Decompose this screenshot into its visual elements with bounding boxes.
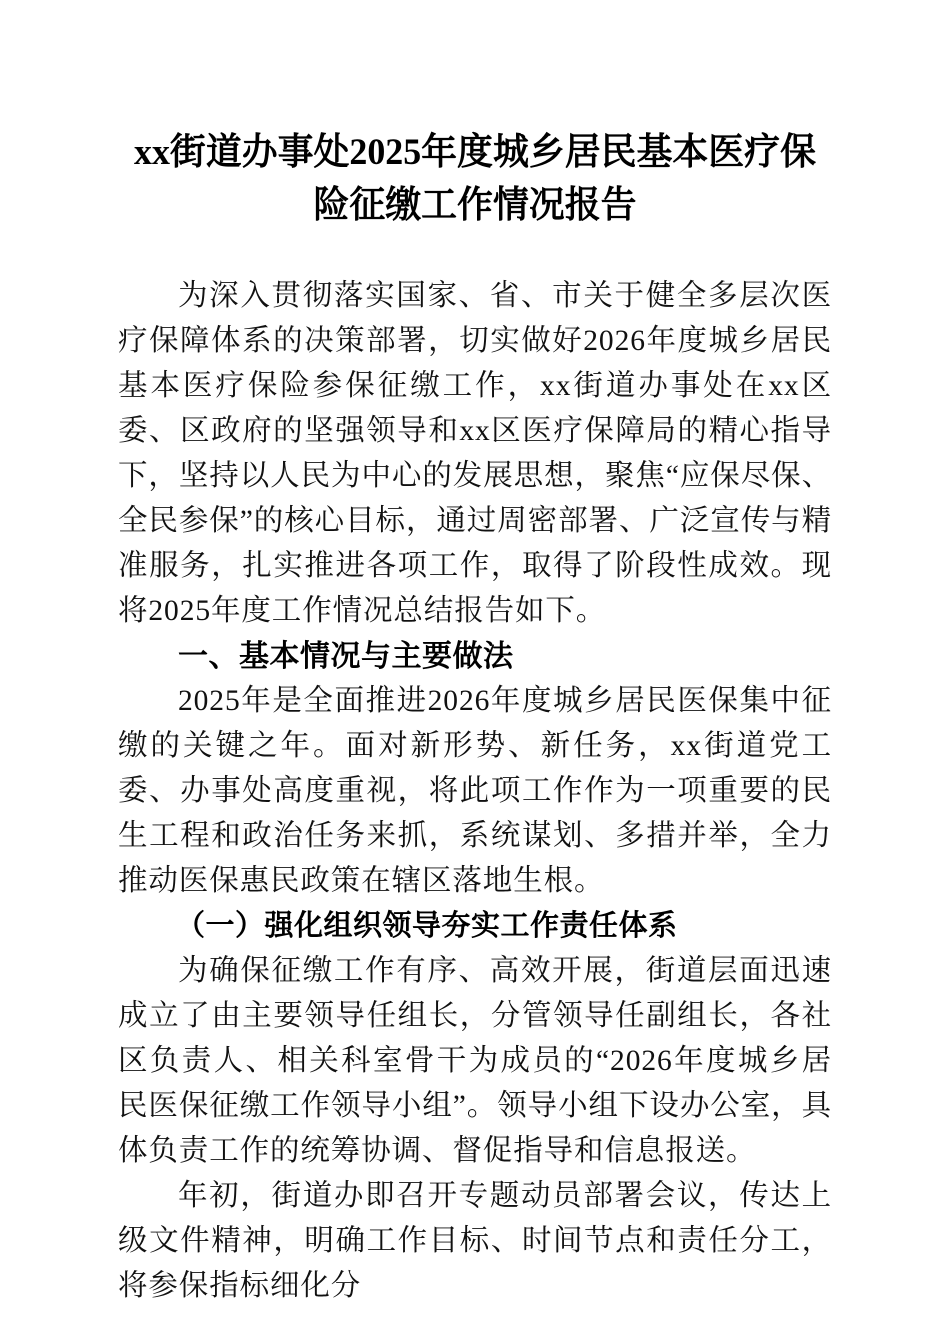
title-body-spacer [118,232,832,274]
paragraph-section1-overview: 2025年是全面推进2026年度城乡居民医保集中征缴的关键之年。面对新形势、新任务，xx街道党工委、办事处高度重视，将此项工作作为一项重要的民生工程和政治任务来抓，系统谋划、多措并举，全力推动医保惠民政策在辖区落地生根。 [118,685,832,897]
paragraph-mobilization-meeting: 年初，街道办即召开专题动员部署会议，传达上级文件精神，明确工作目标、时间节点和责任分工，将参保指标细化分 [118,1180,832,1302]
paragraph-intro: 为深入贯彻落实国家、省、市关于健全多层次医疗保障体系的决策部署，切实做好2026年度城乡居民基本医疗保险参保征缴工作，xx街道办事处在xx区委、区政府的坚强领导和xx区医疗保障局的精心指导下，坚持以人民为中心的发展思想，聚焦“应保尽保、全民参保”的核心目标，通过周密部署、广泛宣传与精准服务，扎实推进各项工作，取得了阶段性成效。现将2025年度工作情况总结报告如下。 [118,280,832,627]
section-heading-1: 一、基本情况与主要做法 [178,640,514,673]
paragraph-leadership-group: 为确保征缴工作有序、高效开展，街道层面迅速成立了由主要领导任组长，分管领导任副组长，各社区负责人、相关科室骨干为成员的“2026年度城乡居民医保征缴工作领导小组”。领导小组下设办公室，具体负责工作的统筹协调、督促指导和信息报送。 [118,955,832,1167]
document-body [118,0,832,1309]
subsection-heading-1-1: （一）强化组织领导夯实工作责任体系 [176,910,678,942]
page-title: xx街道办事处2025年度城乡居民基本医疗保险征缴工作情况报告 [134,132,816,226]
